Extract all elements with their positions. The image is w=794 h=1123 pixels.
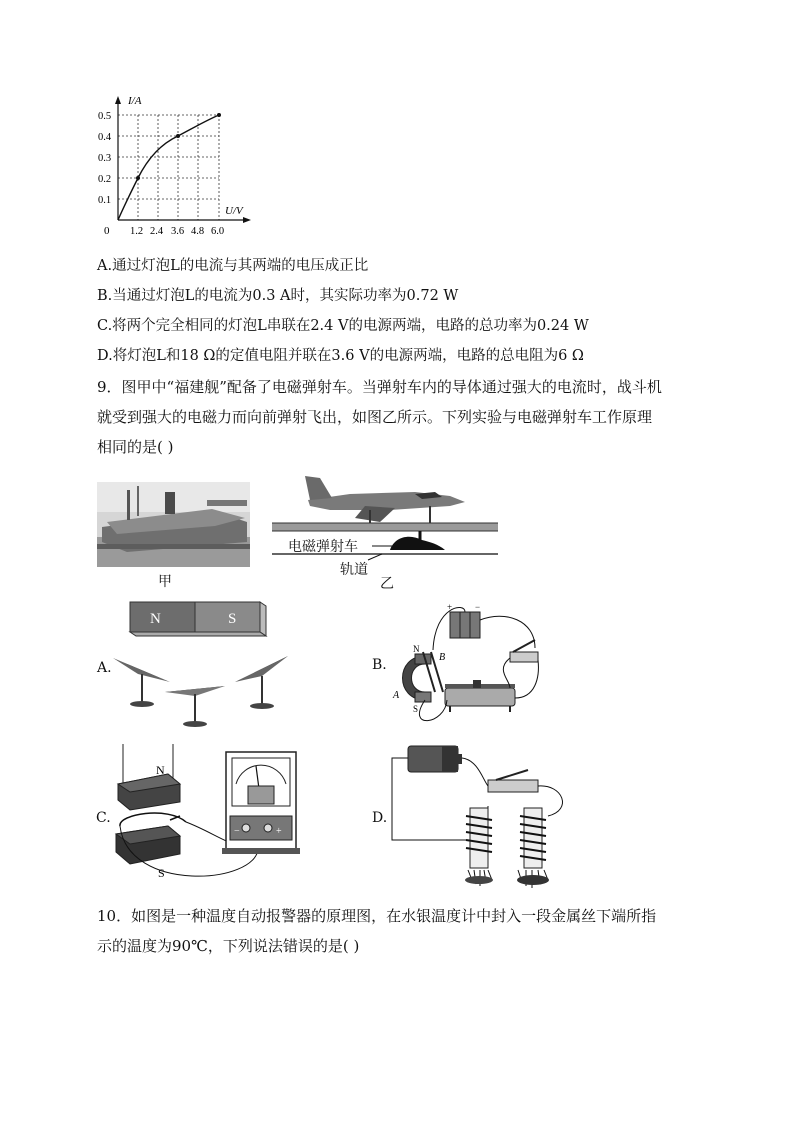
c-n-label: N [156, 763, 165, 777]
q8-option-b: B.当通过灯泡L的电流为0.3 A时，其实际功率为0.72 W [97, 288, 459, 304]
x-axis-arrow [243, 217, 251, 223]
compass-needle-middle [165, 686, 225, 727]
option-b-figure [385, 600, 560, 730]
u-magnet [403, 652, 444, 702]
b-s-label: S [413, 704, 419, 714]
option-d-label: D. [372, 810, 388, 826]
q10-line: 10．如图是一种温度自动报警器的原理图，在水银温度计中封入一段金属丝下端所指 [97, 907, 657, 925]
fig-jia-caption: 甲 [158, 574, 172, 590]
iu-graph [95, 92, 255, 242]
c-s-label: S [158, 866, 165, 880]
y-tick: 0.3 [98, 153, 112, 164]
x-tick: 4.8 [191, 226, 205, 237]
rheostat [445, 680, 515, 712]
q10-line: 示的温度为90℃，下列说法错误的是( ) [97, 937, 360, 955]
graph-grid [118, 115, 219, 220]
svg-text:+: + [276, 826, 282, 837]
carrier-photo [97, 482, 250, 567]
q8-option-c: C.将两个完全相同的灯泡L串联在2.4 V的电源两端，电路的总功率为0.24 W [97, 318, 589, 334]
data-point [217, 113, 221, 117]
data-point [176, 134, 180, 138]
q8-option-d: D.将灯泡L和18 Ω的定值电阻并联在3.6 V的电源两端，电路的总电阻为6 Ω [97, 348, 584, 364]
magnet-n-label: N [150, 611, 161, 627]
battery [408, 746, 462, 772]
q9-stem [97, 372, 703, 462]
y-axis-label: I/A [128, 95, 142, 107]
magnet-s-label: S [228, 611, 237, 627]
x-tick: 3.6 [171, 226, 185, 237]
electromagnet-left [465, 808, 493, 886]
iu-curve [118, 115, 219, 220]
b-n-label: N [413, 644, 420, 654]
battery-pack [447, 602, 480, 638]
catapult-car [390, 537, 445, 550]
origin-label: 0 [104, 225, 110, 237]
switch [488, 770, 538, 792]
y-tick: 0.5 [98, 111, 112, 122]
q9-line: 相同的是( ) [97, 438, 174, 456]
upper-magnet [118, 774, 180, 810]
option-a-figure [110, 596, 300, 736]
x-tick: 2.4 [150, 226, 164, 237]
y-tick: 0.2 [98, 174, 112, 185]
option-c-figure [108, 744, 308, 894]
svg-text:+: + [447, 602, 453, 612]
option-a-label: A. [97, 660, 112, 676]
lower-magnet [116, 826, 180, 864]
compass-needle-right [235, 656, 288, 709]
option-d-figure [388, 740, 583, 890]
x-tick: 6.0 [211, 226, 225, 237]
fig-yi-caption: 乙 [380, 576, 394, 592]
label-catapult: 电磁弹射车 [288, 539, 358, 555]
x-tick: 1.2 [130, 226, 144, 237]
y-tick: 0.4 [98, 132, 112, 143]
b-b-label: B [439, 652, 446, 663]
q9-line: 9．图甲中“福建舰”配备了电磁弹射车。当弹射车内的导体通过强大的电流时，战斗机 [97, 378, 662, 396]
fighter-jet [305, 476, 465, 524]
b-a-label: A [393, 690, 400, 701]
y-axis-arrow [115, 96, 121, 104]
y-tick: 0.1 [98, 195, 112, 206]
option-c-label: C. [96, 810, 111, 826]
galvanometer [222, 752, 300, 854]
q10-stem [97, 901, 703, 961]
q9-line: 就受到强大的电磁力而向前弹射飞出，如图乙所示。下列实验与电磁弹射车工作原理 [97, 408, 653, 426]
label-track: 轨道 [340, 562, 368, 578]
x-axis-label: U/V [225, 205, 243, 217]
q8-option-a: A.通过灯泡L的电流与其两端的电压成正比 [97, 258, 369, 274]
svg-text:−: − [475, 602, 481, 612]
svg-text:−: − [234, 826, 240, 837]
option-b-label: B. [372, 657, 387, 673]
data-point [136, 176, 140, 180]
compass-needle-left [113, 658, 170, 707]
switch [510, 640, 538, 662]
electromagnet-right [517, 808, 549, 888]
